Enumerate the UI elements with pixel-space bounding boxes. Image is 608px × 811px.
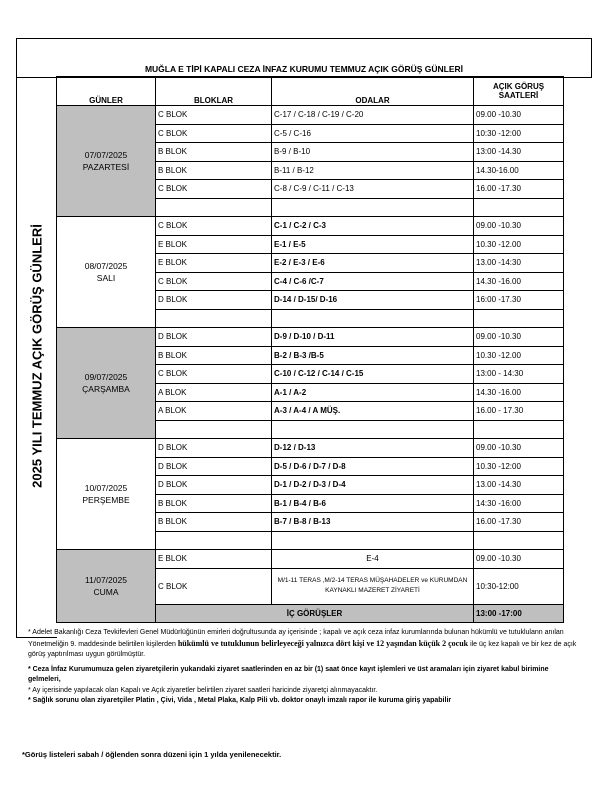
page-title: MUĞLA E TİPİ KAPALI CEZA İNFAZ KURUMU TEMMUZ AÇIK GÖRÜŞ GÜNLERİ — [144, 64, 464, 74]
rooms-cell: C-10 / C-12 / C-14 / C-15 — [272, 365, 474, 384]
block-cell: A BLOK — [156, 402, 272, 421]
spacer-cell — [272, 198, 474, 217]
spacer-cell — [156, 198, 272, 217]
time-cell: 10.30 -12.00 — [474, 346, 564, 365]
header-blocks: BLOKLAR — [156, 77, 272, 106]
day-cell — [57, 106, 156, 217]
time-cell: 09.00 -10.30 — [474, 439, 564, 458]
side-title: 2025 YILI TEMMUZ AÇIK GÖRÜŞ GÜNLERİ — [29, 224, 45, 488]
day-date: 10/07/2025 — [84, 483, 128, 493]
header-rooms: ODALAR — [272, 77, 474, 106]
day-date: 07/07/2025 — [84, 150, 128, 160]
rooms-cell: C-1 / C-2 / C-3 — [272, 217, 474, 236]
time-cell: 13:00 -14.30 — [474, 143, 564, 162]
side-title-box — [16, 76, 57, 638]
rooms-cell: A-1 / A-2 — [272, 383, 474, 402]
block-cell: B BLOK — [156, 143, 272, 162]
header-row — [57, 77, 564, 106]
block-cell: D BLOK — [156, 439, 272, 458]
rooms-cell: M/1-11 TERAS ,M/2-14 TERAS MÜŞAHADELER ve KURUMDAN KAYNAKLI MAZERET ZİYARETİ — [272, 568, 474, 604]
time-cell: 13.00 -14.30 — [474, 476, 564, 495]
spacer-cell — [272, 531, 474, 550]
rooms-cell: C-17 / C-18 / C-19 / C-20 — [272, 106, 474, 125]
rooms-cell: D-1 / D-2 / D-3 / D-4 — [272, 476, 474, 495]
time-cell: 10:30 -12:00 — [474, 124, 564, 143]
rooms-cell: B-11 / B-12 — [272, 161, 474, 180]
rooms-cell: C-8 / C-9 / C-11 / C-13 — [272, 180, 474, 199]
rooms-cell: D-9 / D-10 / D-11 — [272, 328, 474, 347]
header-hours: AÇIK GÖRUŞ SAATLERİ — [474, 77, 564, 106]
rooms-cell: E-4 — [272, 550, 474, 569]
time-cell: 14.30 -16.00 — [474, 272, 564, 291]
time-cell: 13.00 -14:30 — [474, 254, 564, 273]
rooms-cell: C-4 / C-6 /C-7 — [272, 272, 474, 291]
time-cell: 16.00 - 17.30 — [474, 402, 564, 421]
block-cell: B BLOK — [156, 161, 272, 180]
rooms-cell: E-2 / E-3 / E-6 — [272, 254, 474, 273]
header-days: GÜNLER — [57, 77, 156, 106]
block-cell: C BLOK — [156, 272, 272, 291]
rooms-cell: D-5 / D-6 / D-7 / D-8 — [272, 457, 474, 476]
time-cell: 09.00 -10.30 — [474, 217, 564, 236]
rooms-cell: A-3 / A-4 / A MÜŞ. — [272, 402, 474, 421]
block-cell: E BLOK — [156, 550, 272, 569]
block-cell: D BLOK — [156, 291, 272, 310]
block-cell: B BLOK — [156, 346, 272, 365]
block-cell: C BLOK — [156, 124, 272, 143]
day-cell — [57, 439, 156, 550]
note-1-tail: ile üç kez kapalı ve bir kez de açık görüş yaptırılması uygun görülmüştür. — [28, 640, 577, 658]
rooms-cell: D-14 / D-15/ D-16 — [272, 291, 474, 310]
notes — [28, 628, 580, 707]
time-cell: 09.00 -10.30 — [474, 328, 564, 347]
rooms-cell: B-1 / B-4 / B-6 — [272, 494, 474, 513]
day-cell — [57, 217, 156, 328]
block-cell: C BLOK — [156, 568, 272, 604]
table-row — [57, 439, 564, 458]
rooms-cell: D-12 / D-13 — [272, 439, 474, 458]
block-cell: C BLOK — [156, 365, 272, 384]
day-date: 08/07/2025 — [84, 261, 128, 271]
note-2: * Ceza İnfaz Kurumumuza gelen ziyaretçilerin yukarıdaki ziyaret saatlerinden en az bir (1) saat önce kayıt işlemleri ve üst aramaları için ziyaret kabul birimine gelmeleri, — [28, 665, 549, 683]
spacer-cell — [272, 420, 474, 439]
note-1-bold: hükümlü ve tutuklunun belirleyeceği yalnızca dört kişi ve 12 yaşından küçük 2 çocuk — [177, 638, 469, 648]
time-cell: 14:30 -16:00 — [474, 494, 564, 513]
table-row — [57, 217, 564, 236]
table-row — [57, 328, 564, 347]
time-cell: 16:00 -17.30 — [474, 291, 564, 310]
spacer-cell — [474, 309, 564, 328]
spacer-cell — [272, 309, 474, 328]
time-cell: 10.30 -12.00 — [474, 235, 564, 254]
time-cell: 14.30-16.00 — [474, 161, 564, 180]
time-cell: 13:00 -17:00 — [474, 604, 564, 623]
note-4: * Sağlık sorunu olan ziyaretçiler Platin , Çivi, Vida , Metal Plaka, Kalp Pili vb. doktor onaylı imzalı rapor ile kuruma giriş yapabilir — [28, 697, 452, 704]
spacer-cell — [474, 420, 564, 439]
day-name: PAZARTESİ — [82, 162, 130, 172]
block-cell: D BLOK — [156, 328, 272, 347]
time-cell: 16.00 -17.30 — [474, 180, 564, 199]
time-cell: 10.30 -12:00 — [474, 457, 564, 476]
spacer-cell — [474, 198, 564, 217]
day-name: CUMA — [93, 587, 119, 597]
rooms-cell: E-1 / E-5 — [272, 235, 474, 254]
block-cell: D BLOK — [156, 457, 272, 476]
block-cell: C BLOK — [156, 106, 272, 125]
rooms-cell: B-9 / B-10 — [272, 143, 474, 162]
day-date: 09/07/2025 — [84, 372, 128, 382]
internal-visits-label: İÇ GÖRÜŞLER — [156, 604, 474, 623]
block-cell: C BLOK — [156, 217, 272, 236]
rooms-cell: B-7 / B-8 / B-13 — [272, 513, 474, 532]
block-cell: A BLOK — [156, 383, 272, 402]
day-date: 11/07/2025 — [85, 575, 127, 585]
block-cell: E BLOK — [156, 254, 272, 273]
title-box — [16, 38, 592, 78]
note-3: * Ay içerisinde yapılacak olan Kapalı ve Açık ziyaretler belirtilen ziyaret saatleri haricinde ziyaretçi alınmayacaktır. — [28, 686, 378, 694]
block-cell: C BLOK — [156, 180, 272, 199]
day-name: SALI — [96, 273, 116, 283]
note-5: *Görüş listeleri sabah / öğlenden sonra düzeni için 1 yılda yenilenecektir. — [22, 750, 282, 759]
note-1-text: * Adelet Bakanlığı Ceza Tevkifevleri Genel Müdürlüğünün emirleri doğrultusunda ay içerisinde ; kapalı ve açık ceza infaz kurumlarında bulunan hükümlü ve tutuklulann anılan Yönetmeliğin 9. maddesinde belirtilen kişilerden — [28, 629, 564, 648]
time-cell: 09.00 -10.30 — [474, 550, 564, 569]
spacer-cell — [156, 309, 272, 328]
table-row — [57, 106, 564, 125]
table-row — [57, 550, 564, 569]
day-name: PERŞEMBE — [82, 495, 130, 505]
spacer-cell — [474, 531, 564, 550]
spacer-cell — [156, 531, 272, 550]
day-name: ÇARŞAMBA — [82, 384, 130, 394]
block-cell: B BLOK — [156, 494, 272, 513]
note-1 — [28, 628, 580, 661]
block-cell: B BLOK — [156, 513, 272, 532]
time-cell: 14.30 -16.00 — [474, 383, 564, 402]
day-cell — [57, 550, 156, 623]
time-cell: 09.00 -10.30 — [474, 106, 564, 125]
schedule-table — [56, 76, 564, 623]
day-cell — [57, 328, 156, 439]
rooms-cell: B-2 / B-3 /B-5 — [272, 346, 474, 365]
block-cell: D BLOK — [156, 476, 272, 495]
time-cell: 10:30-12:00 — [474, 568, 564, 604]
rooms-cell: C-5 / C-16 — [272, 124, 474, 143]
block-cell: E BLOK — [156, 235, 272, 254]
time-cell: 16.00 -17.30 — [474, 513, 564, 532]
spacer-cell — [156, 420, 272, 439]
time-cell: 13:00 - 14:30 — [474, 365, 564, 384]
